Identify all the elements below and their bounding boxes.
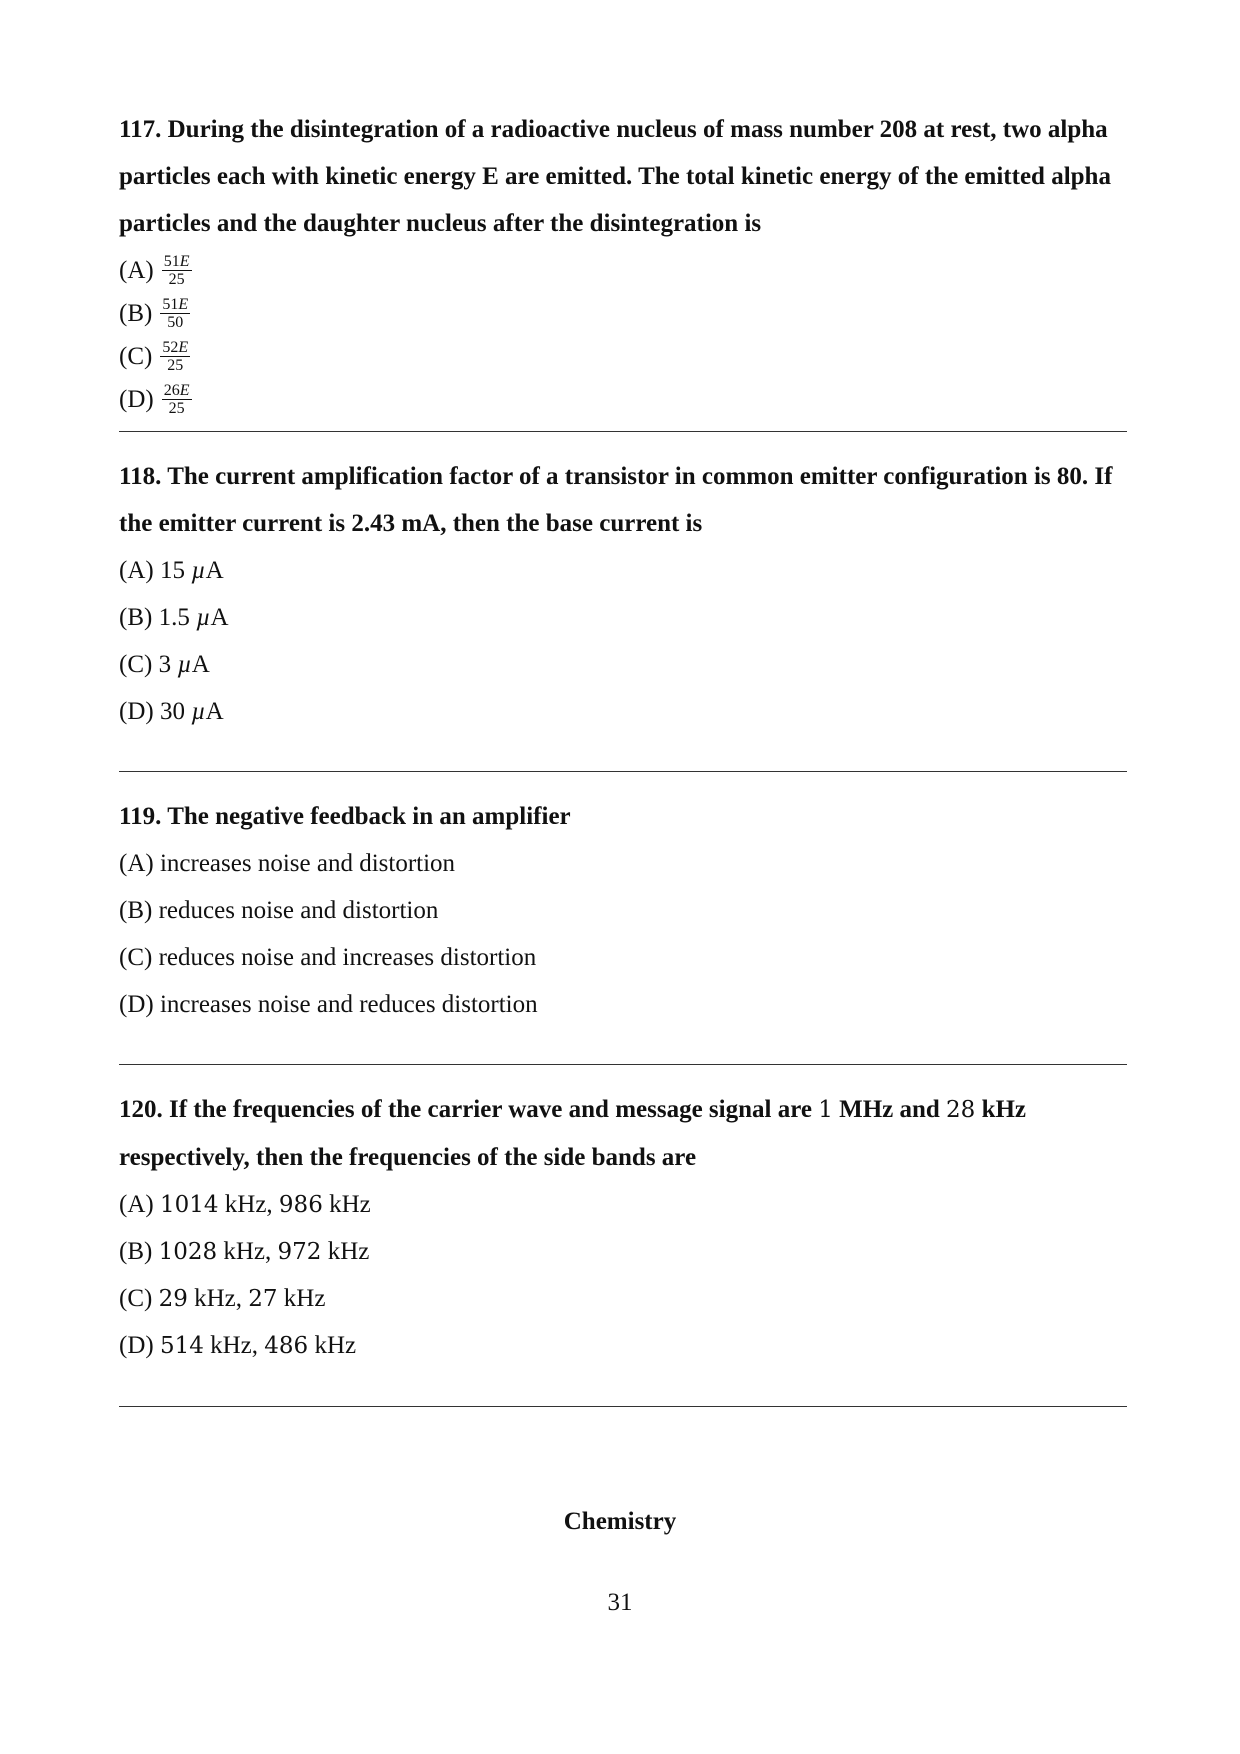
option-value-2: 27 bbox=[248, 1286, 278, 1312]
question-text bbox=[119, 453, 1127, 547]
option-b bbox=[119, 887, 1127, 934]
numerator-number: 51 bbox=[163, 253, 180, 270]
question-119 bbox=[119, 772, 1127, 1064]
question-body-part1: If the frequencies of the carrier wave and message signal are bbox=[169, 1096, 812, 1123]
option-value: 30 bbox=[159, 698, 185, 725]
denominator: 25 bbox=[167, 357, 184, 374]
option-d bbox=[119, 981, 1127, 1028]
question-body: The current amplification factor of a transistor in common emitter configuration is 80. If the emitter current is 2.43 mA, then the base current is bbox=[119, 463, 1113, 537]
option-unit: A bbox=[205, 698, 224, 725]
option-value: 3 bbox=[158, 651, 172, 678]
numerator-number: 51 bbox=[162, 296, 179, 313]
option-d bbox=[119, 376, 1127, 423]
option-a bbox=[119, 1181, 1127, 1228]
denominator: 25 bbox=[168, 400, 185, 417]
fraction bbox=[162, 253, 192, 288]
option-a bbox=[119, 247, 1127, 294]
fraction bbox=[162, 382, 192, 417]
micro-symbol: µ bbox=[191, 557, 206, 584]
numerator-number: 52 bbox=[162, 339, 179, 356]
question-body-part2: MHz and bbox=[839, 1096, 940, 1123]
option-c bbox=[119, 333, 1127, 380]
option-a bbox=[119, 840, 1127, 887]
option-value: 1.5 bbox=[158, 604, 190, 631]
micro-symbol: µ bbox=[177, 651, 192, 678]
fraction bbox=[160, 339, 190, 374]
option-value-2: 986 bbox=[278, 1192, 323, 1218]
question-number: 120. bbox=[119, 1096, 163, 1123]
question-118 bbox=[119, 432, 1127, 771]
option-label: (D) bbox=[119, 991, 154, 1018]
option-unit-2: kHz bbox=[327, 1238, 370, 1265]
option-text: increases noise and reduces distortion bbox=[159, 991, 538, 1018]
option-unit: A bbox=[210, 604, 229, 631]
carrier-frequency-value: 1 bbox=[818, 1097, 833, 1123]
option-d bbox=[119, 1322, 1127, 1369]
document-page bbox=[119, 106, 1127, 1407]
option-value-2: 486 bbox=[264, 1333, 309, 1359]
option-label: (A) bbox=[119, 850, 154, 877]
option-label: (B) bbox=[119, 897, 153, 924]
option-value-1: 514 bbox=[159, 1333, 204, 1359]
option-unit-2: kHz bbox=[283, 1285, 326, 1312]
denominator: 25 bbox=[168, 271, 185, 288]
option-label: (C) bbox=[119, 651, 153, 678]
option-b bbox=[119, 594, 1127, 641]
question-text bbox=[119, 1086, 1127, 1181]
option-label: (A) bbox=[119, 557, 154, 584]
option-label: (A) bbox=[119, 257, 154, 284]
option-value-1: 29 bbox=[158, 1286, 188, 1312]
question-number: 118. bbox=[119, 463, 162, 490]
option-label: (C) bbox=[119, 1285, 153, 1312]
option-label: (B) bbox=[119, 1238, 153, 1265]
option-unit: A bbox=[191, 651, 210, 678]
option-c bbox=[119, 1275, 1127, 1322]
option-label: (C) bbox=[119, 343, 153, 370]
question-117 bbox=[119, 106, 1127, 431]
option-unit-2: kHz bbox=[329, 1191, 371, 1218]
section-title: Chemistry bbox=[563, 1508, 677, 1535]
option-value-1: 1014 bbox=[159, 1192, 219, 1218]
numerator-variable: E bbox=[178, 296, 189, 313]
option-unit-1: kHz, bbox=[224, 1191, 273, 1218]
option-unit-1: kHz, bbox=[210, 1332, 259, 1359]
option-unit-1: kHz, bbox=[223, 1238, 272, 1265]
section-divider bbox=[119, 1406, 1127, 1407]
option-value: 15 bbox=[159, 557, 185, 584]
numerator-number: 26 bbox=[163, 382, 180, 399]
option-value-2: 972 bbox=[277, 1239, 322, 1265]
numerator-variable: E bbox=[179, 253, 190, 270]
micro-symbol: µ bbox=[196, 604, 211, 631]
option-d bbox=[119, 688, 1127, 735]
page-number: 31 bbox=[607, 1589, 633, 1616]
option-a bbox=[119, 547, 1127, 594]
option-c bbox=[119, 641, 1127, 688]
question-text bbox=[119, 106, 1127, 247]
numerator-variable: E bbox=[179, 382, 190, 399]
question-body-part3: kHz respectively, then the frequencies of the side bands are bbox=[119, 1096, 1027, 1171]
option-label: (D) bbox=[119, 1332, 154, 1359]
question-body: The negative feedback in an amplifier bbox=[167, 803, 571, 830]
question-number: 119. bbox=[119, 803, 162, 830]
option-b bbox=[119, 290, 1127, 337]
option-label: (D) bbox=[119, 698, 154, 725]
option-label: (C) bbox=[119, 944, 153, 971]
micro-symbol: µ bbox=[191, 698, 206, 725]
option-label: (A) bbox=[119, 1191, 154, 1218]
question-body: During the disintegration of a radioactive nucleus of mass number 208 at rest, two alpha particles each with kinetic energy E are emitted. The total kinetic energy of the emitted alpha particles and the daughter nucleus after the disintegration is bbox=[119, 116, 1111, 237]
option-unit: A bbox=[205, 557, 224, 584]
question-120 bbox=[119, 1065, 1127, 1406]
option-text: reduces noise and increases distortion bbox=[158, 944, 537, 971]
option-value-1: 1028 bbox=[158, 1239, 218, 1265]
numerator-variable: E bbox=[178, 339, 189, 356]
option-label: (D) bbox=[119, 386, 154, 413]
option-unit-1: kHz, bbox=[194, 1285, 243, 1312]
fraction bbox=[160, 296, 190, 331]
denominator: 50 bbox=[167, 314, 184, 331]
option-unit-2: kHz bbox=[314, 1332, 357, 1359]
option-text: increases noise and distortion bbox=[159, 850, 456, 877]
option-c bbox=[119, 934, 1127, 981]
message-frequency-value: 28 bbox=[946, 1097, 976, 1123]
option-text: reduces noise and distortion bbox=[158, 897, 439, 924]
option-label: (B) bbox=[119, 604, 153, 631]
option-b bbox=[119, 1228, 1127, 1275]
option-label: (B) bbox=[119, 300, 153, 327]
question-text bbox=[119, 793, 1127, 840]
question-number: 117. bbox=[119, 116, 162, 143]
